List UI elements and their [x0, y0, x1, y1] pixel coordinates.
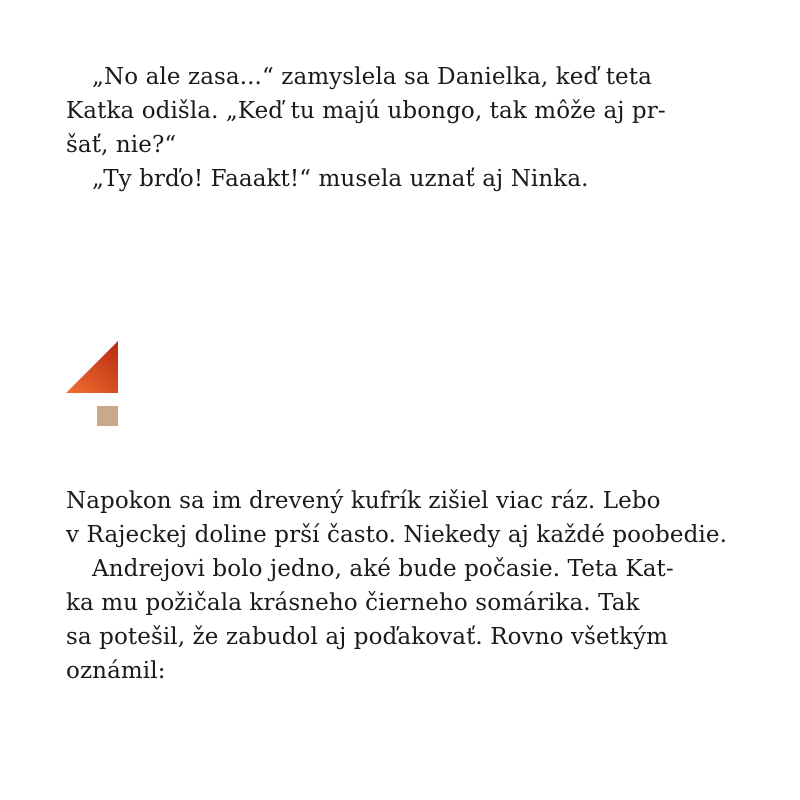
text-line: Andrejovi bolo jedno, aké bude počasie. Teta Kat- [92, 556, 674, 582]
ornament-square [97, 406, 118, 426]
top-passage [66, 60, 786, 196]
text-line: Napokon sa im drevený kufrík zišiel viac ráz. Lebo [66, 488, 661, 514]
text-line: oznámil: [66, 658, 166, 684]
bottom-passage [66, 484, 786, 688]
text-line: v Rajeckej doline prší často. Niekedy aj každé poobedie. [66, 522, 727, 548]
section-ornament-icon [66, 341, 122, 431]
text-line: šať, nie?“ [66, 132, 177, 158]
text-line: „Ty brďo! Faaakt!“ musela uznať aj Ninka. [92, 166, 589, 192]
ornament-triangle [66, 341, 118, 393]
text-line: Katka odišla. „Keď tu majú ubongo, tak môže aj pr- [66, 98, 666, 124]
text-line: sa potešil, že zabudol aj poďakovať. Rovno všetkým [66, 624, 669, 650]
text-line: ka mu požičala krásneho čierneho somárika. Tak [66, 590, 640, 616]
text-line: „No ale zasa...“ zamyslela sa Danielka, keď teta [92, 64, 652, 90]
